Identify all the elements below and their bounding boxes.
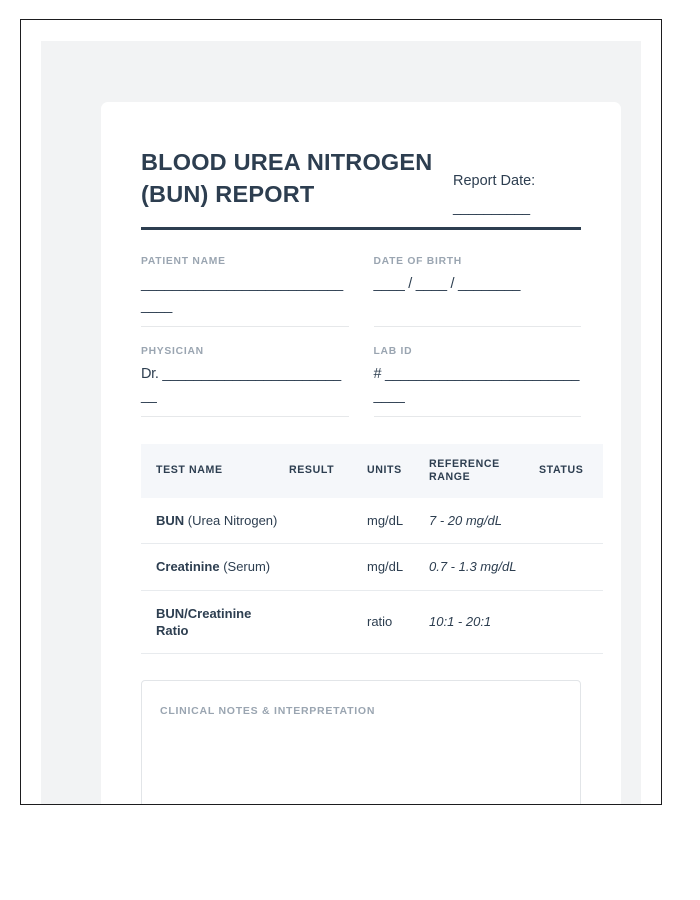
report-date-label: Report Date: [453,173,536,189]
cell-status[interactable] [539,498,603,544]
cell-units: ratio [367,590,429,653]
cell-reference-range: 0.7 - 1.3 mg/dL [429,544,539,590]
cell-test-name [141,544,289,590]
clinical-notes-title: CLINICAL NOTES & INTERPRETATION [160,704,376,717]
cell-units: mg/dL [367,498,429,544]
cell-status[interactable] [539,590,603,653]
column-header-status: STATUS [539,444,603,498]
column-header-units: UNITS [367,444,429,498]
column-header-reference-range: REFERENCE RANGE [429,444,539,498]
table-header-row [141,444,603,498]
cell-result[interactable] [289,590,367,653]
page-backdrop [41,41,641,805]
table-row [141,544,603,590]
cell-test-name [141,498,289,544]
status-badge[interactable] [539,615,599,629]
field-patient-name[interactable] [141,256,349,327]
field-date-of-birth[interactable] [374,256,582,327]
patient-info-fields [141,256,581,436]
column-header-result: RESULT [289,444,367,498]
field-label-lab-id: LAB ID [373,345,413,357]
test-name-primary: Creatinine [156,559,220,575]
cell-test-name [141,590,289,653]
cell-reference-range: 7 - 20 mg/dL [429,498,539,544]
page-title: BLOOD UREA NITROGEN (BUN) REPORT [141,149,433,208]
field-input-patient-name[interactable]: ______________________________ [141,275,343,315]
field-lab-id[interactable] [374,346,582,417]
result-value[interactable] [289,514,363,528]
test-name-primary: BUN/Creatinine Ratio [156,605,252,638]
cell-reference-range: 10:1 - 20:1 [429,590,539,653]
field-input-physician[interactable]: Dr. _________________________ [141,365,341,405]
report-date-field[interactable] [453,146,581,216]
report-header [141,146,581,216]
column-header-test-name: TEST NAME [141,444,289,498]
field-label-physician: PHYSICIAN [141,345,204,357]
field-label-patient-name: PATIENT NAME [141,255,226,267]
cell-result[interactable] [289,544,367,590]
cell-status[interactable] [539,544,603,590]
table-row [141,498,603,544]
result-value[interactable] [289,615,363,629]
field-input-date-of-birth[interactable]: ____ / ____ / ________ [373,275,521,292]
test-name-secondary: (Serum) [219,559,271,575]
test-name-primary: BUN [156,513,185,529]
field-label-date-of-birth: DATE OF BIRTH [373,255,462,267]
field-input-lab-id[interactable]: # _____________________________ [373,365,580,405]
table-row [141,590,603,653]
status-badge[interactable] [539,514,599,528]
report-document-card [101,102,621,805]
report-date-blank-line[interactable]: __________ [453,199,530,216]
browser-viewport-frame [20,19,662,805]
status-badge[interactable] [539,560,599,574]
cell-units: mg/dL [367,544,429,590]
result-value[interactable] [289,560,363,574]
test-name-secondary: (Urea Nitrogen) [184,513,278,529]
field-physician[interactable] [141,346,349,417]
header-divider-rule [141,227,581,230]
lab-results-table [141,444,603,654]
clinical-notes-box[interactable] [141,680,581,805]
cell-result[interactable] [289,498,367,544]
